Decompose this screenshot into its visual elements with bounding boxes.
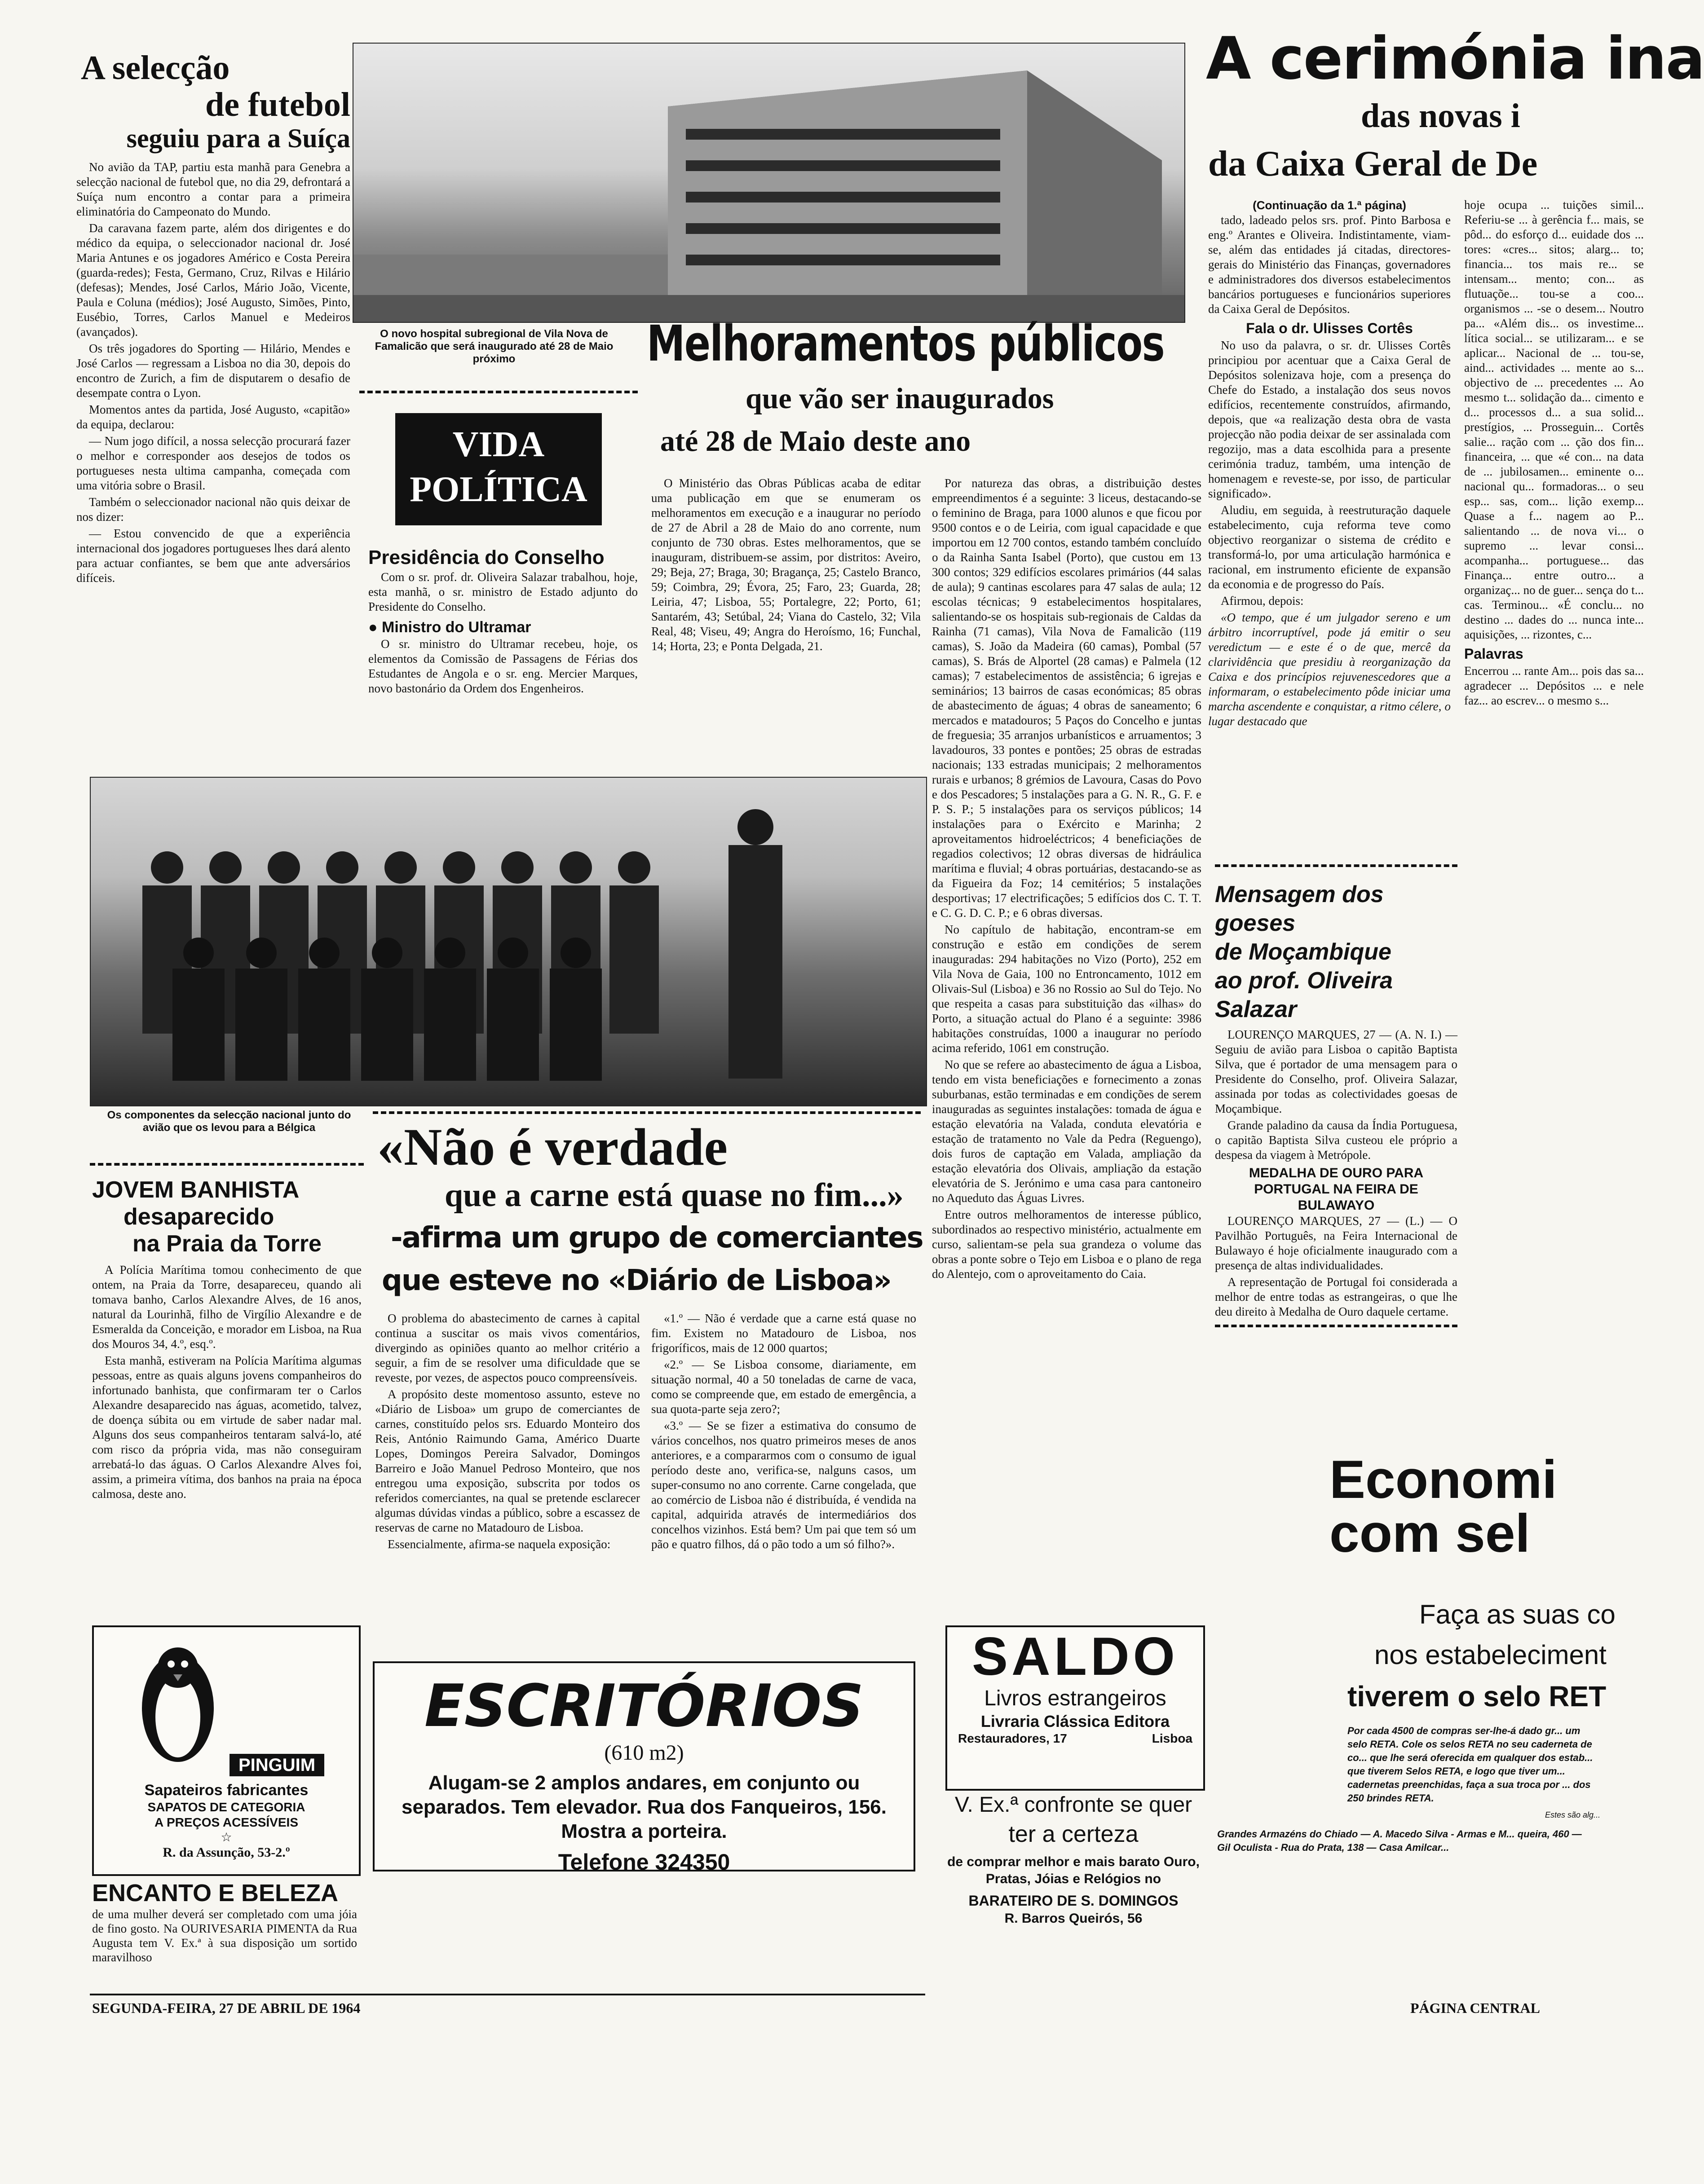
escritorios-phone: Telefone 324350 [558,1849,730,1875]
continuation-note: (Continuação da 1.ª página) [1253,198,1406,212]
carne-col-2 [651,1311,916,1554]
paragraph: Aludiu, em seguida, à reestruturação daquele estabelecimento, cuja reforma teve como objectivo reorganizar o sistema de crédito e transformá-lo, por uma articulação harmónica e racional, em instrumento eficiente de expansão da economia e de progresso do País. [1208,503,1451,591]
confronte-line-5: R. Barros Queirós, 56 [1004,1911,1143,1926]
paragraph: Por natureza das obras, a distribuição destes empreendimentos é a seguinte: 3 liceus, destacando-se o feminino de Braga, para 1000 alunos e que ficou por 9500 contos e o de Leiria, com igual capacidade e que importou em 12 700 contos, estando também concluído o da Rainha Santa Isabel (Porto), que custou em 13 300 contos; 329 edifícios escolares primários (44 salas de aula); 9 cantinas escolares para 47 salas de aula; 12 escolas técnicas; 9 estabelecimentos hospitalares, salientando-se os hospitais sub-regionais de Caldas da Rainha (71 camas), Vila Nova de Famalicão (119 camas), S. João da Madeira (60 camas), Pombal (57 camas), S. Brás de Alportel (28 camas) e Palmela (12 camas); 7 estabelecimentos de assistência; 6 igrejas e seminários; 13 bairros de casas económicas; 85 obras de abastecimento de águas; 4 obras de saneamento; 6 mercados e matadouros; 5 Paços do Concelho e juntas de freguesia; 35 arranjos urbanísticos e arruamentos; 3 lavadouros, 33 pontes e pontões; 25 obras de estradas nacionais; 133 estradas municipais; 2 melhoramentos rurais e urbanos; 8 grémios de Lavoura, Casas do Povo e dos Pescadores; 5 instalações para a G. N. R., G. F. e P. S. P.; 5 instalações para os serviços públicos; 14 instalações para o Exército e Marinha; 2 aproveitamentos hidroeléctricos; 4 beneficiações de regadios colectivos; 12 obras diversas de hidráulica marítima e fluvial; 4 obras portuárias, destacando-se as da Figueira da Foz; 14 cemitérios; 5 instalações desportivas; 17 electrificações; 5 edifícios dos C. T. T. e C. G. D. C. P.; e 6 obras diversas. [932,476,1201,920]
carne-title-2: que a carne está quase no fim...» [445,1177,904,1214]
pinguim-address: R. da Assunção, 53-2.º [163,1845,290,1860]
carne-col-1 [375,1311,640,1554]
paragraph: LOURENÇO MARQUES, 27 — (L.) — O Pavilhão Português, na Feira Internacional de Bulawayo é hoje oficialmente inaugurado com a presença de altas individualidades. [1215,1214,1457,1272]
cerimonia-col-1 [1208,198,1451,731]
melhoramentos-title-2: que vão ser inaugurados [746,382,1054,415]
economize-line-3: tiverem o selo RET [1347,1680,1607,1713]
vida-politica-body [368,546,638,698]
paragraph: «2.º — Se Lisboa consome, diariamente, em situação normal, 40 a 50 toneladas de carne de vaca, como se compreende que, em estado de emergência, a sua quota-parte seja zero?; [651,1358,916,1416]
saldo-title: SALDO [972,1626,1179,1686]
paragraph: LOURENÇO MARQUES, 27 — (A. N. I.) — Seguiu de avião para Lisboa o capitão Baptista Silva, que é portador de uma mensagem para o Presidente do Conselho, prof. Oliveira Salazar, assinada por todas as colectividades goesas de Moçambique. [1215,1028,1457,1115]
hospital-building-illustration [353,44,1184,322]
melhoramentos-col-1 [651,476,921,656]
saldo-address: Restauradores, 17 [958,1731,1067,1745]
mensagem-title-1: Mensagem dos goeses [1215,881,1384,936]
banhista-body [92,1263,362,1502]
paragraph: A representação de Portugal foi considerada a melhor de entre todas as estrangeiras, o que lhe deu direito à Medalha de Ouro daquele certame. [1215,1275,1457,1318]
paragraph: Encerrou ... rante Am... pois das sa... agradecer ... Depósitos ... e nele faz... ao escrev... o mesmo s... [1464,664,1644,707]
pinguim-ad [92,1625,361,1876]
selecao-title-1: A selecção [81,49,230,87]
banner-line-2: POLÍTICA [410,470,587,509]
ultramar-heading-row [368,618,638,637]
ultramar-text [368,637,638,696]
vida-politica-banner [395,413,602,525]
medalha-heading: MEDALHA DE OURO PARA PORTUGAL NA FEIRA DE BULAWAYO [1249,1166,1424,1213]
pinguim-line-1: Sapateiros fabricantes [144,1782,309,1799]
paragraph: Esta manhã, estiveram na Polícia Marítima algumas pessoas, entre as quais alguns jovens companheiros do infortunado banhista, que confirmaram ter o Carlos Alexandre desaparecido nas águas, acometido, talvez, de doença súbita ou em virtude de saber nadar mal. Alguns dos seus companheiros tentaram salvá-lo, até com risco da própria vida, mas não conseguiram arrebatá-lo das águas. O Carlos Alexandre Alves foi, assim, a primeira vítima, dos banhos na praia na época calmosa, deste ano. [92,1354,362,1501]
footer-rule [90,1994,925,1995]
escritorios-area: (610 m2) [604,1741,684,1765]
person-figure [728,809,782,1079]
confronte-line-3: de comprar melhor e mais barato Ouro, Pratas, Jóias e Relógios no [947,1854,1200,1886]
team-photo [90,777,927,1106]
paragraph: Os três jogadores do Sporting — Hilário, Mendes e José Carlos — regressam a Lisboa no dia 30, depois do encontro de Zurich, a fim de disputarem o desafio de desempate contra o Lyon. [76,342,350,400]
mensagem-title-2: de Moçambique [1215,939,1391,965]
paragraph: tado, ladeado pelos srs. prof. Pinto Barbosa e eng.º Arantes e Oliveira. Indistintamente, viam-se, além das entidades já citadas, directores-gerais do Ministério das Finanças, governadores e administradores dos diversos estabelecimentos bancários portugueses e funcionários superiores da Caixa Geral de Depósitos. [1208,213,1451,316]
star-icon: ☆ [221,1830,232,1845]
cerimonia-body-1 [1208,213,1451,317]
selecao-body [76,160,350,586]
medalha-body [1215,1214,1457,1319]
cerimonia-body-2 [1208,338,1451,729]
economize-title-2: com sel [1329,1503,1530,1563]
hospital-photo [353,43,1185,323]
section-divider [359,391,638,393]
paragraph: No uso da palavra, o sr. dr. Ulisses Cortês principiou por acentuar que a Caixa Geral de Depósitos solenizava hoje, com a presença do Chefe do Estado, a instalação dos seus novos edifícios, recentemente construídos, afirmando, depois, que «a realização desta obra de vasta projecção não podia deixar de ser assinalada com regozijo, mas a data escolhida para a presente cerimónia traduz, também, uma intenção de homenagem e reveste-se, por isso, de particular significado». [1208,339,1451,500]
mensagem-body [1215,1027,1457,1162]
paragraph: Da caravana fazem parte, além dos dirigentes e do médico da equipa, o seleccionador nacional dr. José Maria Antunes e os jogadores Américo e Costa Pereira (guarda-redes); Festa, Germano, Cruz, Rilvas e Hilário (defesas); Mendes, José Carlos, Mário João, Vicente, Paula e Coluna (médios); José Augusto, Simões, Pinto, Eusébio, Torres, Carlos Manuel e Medeiros (avançados). [76,221,350,339]
section-divider [1215,1325,1457,1327]
paragraph: O sr. ministro do Ultramar recebeu, hoje, os elementos da Comissão de Passagens de Férias dos Estudantes de Angola e o sr. eng. Mercier Marques, novo bastonário da Ordem dos Engenheiros. [368,637,638,695]
saldo-city: Lisboa [1152,1731,1192,1745]
selecao-title-2: de futebol [205,86,350,123]
pinguim-line-2: SAPATOS DE CATEGORIA [147,1800,305,1814]
palavras-heading: Palavras [1464,646,1523,662]
economize-clip [1213,1449,1616,1989]
mensagem-title-3: ao prof. Oliveira Salazar [1215,968,1393,1022]
paragraph: Momentos antes da partida, José Augusto, «capitão» da equipa, declarou: [76,403,350,431]
economize-line-2: nos estabeleciment [1374,1640,1607,1670]
paragraph: O Ministério das Obras Públicas acaba de editar uma publicação em que se enumeram os melhoramentos em execução e a inaugurar no período de 27 de Abril a 28 de Maio do ano corrente, num conjunto de 730 obras. Estes melhoramentos, que se inauguram, distribuem-se assim, por distritos: Aveiro, 29; Beja, 27; Braga, 30; Bragança, 25; Castelo Branco, 59; Coimbra, 29; Évora, 25; Faro, 23; Guarda, 28; Leiria, 47; Lisboa, 55; Portalegre, 22; Porto, 61; Santarém, 43; Setúbal, 24; Viana do Castelo, 32; Vila Real, 48; Viseu, 49; Angra do Heroísmo, 16; Funchal, 14; Horta, 23; e Ponta Delgada, 21. [651,476,921,653]
saldo-ad [945,1625,1205,1791]
escritorios-ad [373,1661,915,1875]
carne-title-1: «Não é verdade [377,1118,728,1176]
paragraph: Com o sr. prof. dr. Oliveira Salazar trabalhou, hoje, esta manhã, o sr. ministro de Estado adjunto do Presidente do Conselho. [368,570,638,613]
section-divider [1215,864,1457,867]
confronte-line-1: V. Ex.ª confronte se quer [954,1793,1192,1817]
melhoramentos-title-1: Melhoramentos públicos [647,315,1165,372]
economize-line-1: Faça as suas co [1419,1599,1616,1629]
paragraph: hoje ocupa ... tuições simil... Referiu-se ... à gerência f... mais, se pôd... do esforço d... euidade dos ... tores: «cres... sitos; alarg... to; financia... tos mais re... se intensam... mento; con... as flutuaçõe... tou-se a coo... organismos ... -se o desem... Noutro pa... «Além dis... os investime... lítica social... se utilizaram... e se aplicar... Nacional de ... tou-se, aind... actividades ... mente ao s... objectivo de ... precedentes ... Ao mesmo t... solidação da... cimento e d... processos d... a sua solid... prestígios, ... Prosseguin... Cortês salie... ração com ... ção dos fin... financeira, ... que «é con... na data de ... jubilosamen... eminente o... nacional qu... formadoras... o seu esp... sas, com... lição exemp... Quase a f... nagem ao P... salientando ... de nova vi... o supremo ... levar consi... acompanha... portuguese... das Finança... entre outro... a organizaç... no de guer... sença do t... cas. Terminou... «É conclu... no destino ... dades do ... nunca inte... aquisições, ... rizontes, c... [1464,198,1644,641]
paragraph: No capítulo de habitação, encontram-se em construção e estão em condições de serem inauguradas: 294 habitações no Vizo (Porto), 252 em Vila Nova de Gaia, 100 no Entroncamento, 1012 em Olivais-Sul (Lisboa) e 36 no Rossio ao Sul do Tejo. No que respeita a casas para substituição das «ilhas» do Porto, a situação actual do Plano é a seguinte: 3986 habitações construídas, 1000 a inaugurar no período acima referido, 1061 em construção. [932,923,1201,1055]
confronte-ad [941,1792,1206,1927]
paragraph: O problema do abastecimento de carnes à capital continua a suscitar os mais vivos comentários, divergindo as opiniões quanto ao melhor critério a seguir, a fim de se resolver uma dificuldade que se reveste, por vezes, de aspectos pouco compreensíveis. [375,1312,640,1384]
banner-line-1: VIDA [452,425,545,464]
footer-date: SEGUNDA-FEIRA, 27 DE ABRIL DE 1964 [92,2000,361,2016]
paragraph: — Estou convencido de que a experiência internacional dos jogadores portugueses lhes dará alento para actuar confiantes, se bem que ante adversários difíceis. [76,527,350,585]
saldo-line-1: Livros estrangeiros [984,1686,1166,1710]
paragraph: A Polícia Marítima tomou conhecimento de que ontem, na Praia da Torre, desapareceu, quando ali tomava banho, Carlos Alexandre Alves, de 16 anos, natural da Lourinhã, filho de Virgílio Alexandre e de Esmeralda da Conceição, e morador em Lisboa, na Rua dos Mouros 34, 4.º, esq.º. [92,1263,362,1351]
penguin-icon [128,1636,227,1771]
economize-small: Por cada 4500 de compras ser-lhe-á dado gr... um selo RETA. Cole os selos RETA no seu caderneta de co... que lhe será oferecida em qualquer dos estab... que tiverem Selos RETA, e logo que tiver um... cadernetas preenchidas, faça a sua troca por ... dos 250 brindes RETA. [1347,1725,1593,1804]
carne-title-4: que esteve no «Diário de Lisboa» [382,1264,891,1297]
paragraph: «1.º — Não é verdade que a carne está quase no fim. Existem no Matadouro de Lisboa, nos frigoríficos, mais de 12 000 quartos; [651,1312,916,1355]
saldo-address-row [947,1731,1203,1746]
hospital-caption: O novo hospital subregional de Vila Nova de Famalicão que será inaugurado até 28 de Maio próximo [375,328,614,365]
cerimonia-title-3: da Caixa Geral de De [1208,144,1538,184]
saldo-line-2: Livraria Clássica Editora [980,1712,1170,1730]
cerimonia-title-2: das novas i [1361,97,1520,135]
confronte-line-4: BARATEIRO DE S. DOMINGOS [968,1893,1179,1909]
presidencia-text [368,570,638,614]
ultramar-heading: Ministro do Ultramar [382,619,531,636]
paragraph: No avião da TAP, partiu esta manhã para Genebra a selecção nacional de futebol que, no dia 29, defrontará a Suíça num encontro a contar para a primeira eliminatória do Campeonato do Mundo. [76,160,350,218]
cerimonia-title-1: A cerimónia ina [1206,24,1704,92]
paragraph: Afirmou, depois: [1221,594,1304,608]
banhista-title-1: JOVEM BANHISTA [92,1177,300,1203]
team-illustration [91,778,926,1105]
paragraph: «3.º — Se se fizer a estimativa do consumo de vários concelhos, nos quatro primeiros meses de anos anteriores, e a compararmos com o consumo de igual período deste ano, verifica-se, nalguns casos, um super-consumo no ano corrente. Carne congelada, que ao comércio de Lisboa não é distribuída, é vendida na capital, adquirida através de intermediários dos concelhos vizinhos. Está bem? Um pai que tem só um pão e quatro filhos, dá o pão todo a um só filho?». [651,1419,916,1551]
escritorios-title: ESCRITÓRIOS [424,1672,864,1740]
footer-page: PÁGINA CENTRAL [1410,2000,1540,2016]
selecao-article [76,49,350,587]
section-divider [90,1163,364,1166]
paragraph: Grande paladino da causa da Índia Portuguesa, o capitão Baptista Silva custeou ele próprio a despesa da viagem à Metrópole. [1215,1118,1457,1162]
pinguim-brand: PINGUIM [230,1754,324,1776]
mensagem-article [1215,880,1457,1327]
encanto-text: de uma mulher deverá ser completado com uma jóia de fino gosto. Na OURIVESARIA PIMENTA da Rua Augusta tem V. Ex.ª à sua disposição um sortido maravilhoso [92,1907,357,1964]
section-divider [373,1111,921,1114]
encanto-title: ENCANTO E BELEZA [92,1880,339,1907]
encanto-ad [92,1879,357,1964]
confronte-line-2: ter a certeza [1008,1821,1139,1847]
escritorios-text: Alugam-se 2 amplos andares, em conjunto ou separados. Tem elevador. Rua dos Fanqueiros, 156. Mostra a porteira. [401,1772,887,1842]
paragraph: Essencialmente, afirma-se naquela exposição: [388,1537,611,1551]
bullet-icon: ● [368,619,378,636]
cortes-heading: Fala o dr. Ulisses Cortês [1246,320,1413,336]
paragraph: Também o seleccionador nacional não quis deixar de nos dizer: [76,495,350,524]
melhoramentos-title-3: até 28 de Maio deste ano [660,425,971,458]
person-figure [609,851,659,1034]
selecao-title-3: seguiu para a Suíça [126,123,350,153]
banhista-article [92,1176,362,1503]
paragraph: A propósito deste momentoso assunto, esteve no «Diário de Lisboa» um grupo de comerciantes de carnes, constituído pelos srs. Eduardo Monteiro dos Reis, António Raimundo Gama, Américo Duarte Lopes, Domingos Pereira Salvador, Domingos Barreiro e João Manuel Pedroso Monteiro, que nos entregou uma exposição, subscrita por todos os referidos comerciantes, na qual se pretende esclarecer algumas dúvidas vindas a público, sobre a escassez de reservas de carne no Matadouro de Lisboa. [375,1387,640,1534]
cerimonia-col-2 [1464,198,1644,710]
presidencia-heading: Presidência do Conselho [368,546,605,568]
banhista-title-3: na Praia da Torre [132,1231,322,1257]
team-caption: Os componentes da selecção nacional junto do avião que os levou para a Bélgica [107,1109,351,1134]
carne-title-3: -afirma um grupo de comerciantes [391,1221,923,1255]
banhista-title-2: desaparecido [124,1204,274,1230]
pinguim-line-3: A PREÇOS ACESSÍVEIS [154,1815,298,1829]
paragraph: «O tempo, que é um julgador sereno e um árbitro incorruptível, pode já emitir o seu veredictum — e este é o de que, mercê da clarividência que presidiu à reorganização da Caixa e dos princípios rejuvenescedores que a informaram, o estabelecimento pôde iniciar uma marcha ascendente e conquistar, a ritmo célere, o lugar destacado que [1208,611,1451,728]
economize-small-2: Estes são alg... [1545,1810,1601,1819]
paragraph: — Num jogo difícil, a nossa selecção procurará fazer o melhor e corresponder aos desejos de todos os portugueses nesta ultima campanha, começada com uma vitória sobre o Brasil. [76,434,350,492]
economize-stores: Grandes Armazéns do Chiado — A. Macedo Silva - Armas e M... queira, 460 — Gil Oculista - Rua do Prata, 138 — Casa Amilcar... [1217,1828,1582,1853]
melhoramentos-col-2 [932,476,1201,1283]
paragraph: No que se refere ao abastecimento de água a Lisboa, tendo em vista beneficiações e fornecimento a zonas suburbanas, estão terminadas e em condições de serem inauguradas as seguintes instalações: tomada de água e estação elevatória na Valada, conduta elevatória e estação de tratamento no Vale da Pedra (Reguengo), dois furos de captação em Valada, ampliação da estação elevatória dos Olivais, ampliação da estação elevatória de S. Jerónimo e uma casa para cantoneiro no Aqueduto das Águas Livres. [932,1058,1201,1205]
paragraph: Entre outros melhoramentos de interesse público, subordinados ao respectivo ministério, actualmente em curso, salientam-se pela sua grandeza o volume das obras a ponte sobre o Tejo em Lisboa e o plano de rega do Alentejo, com o aproveitamento do Caia. [932,1208,1201,1281]
economize-title-1: Economi [1329,1449,1557,1510]
